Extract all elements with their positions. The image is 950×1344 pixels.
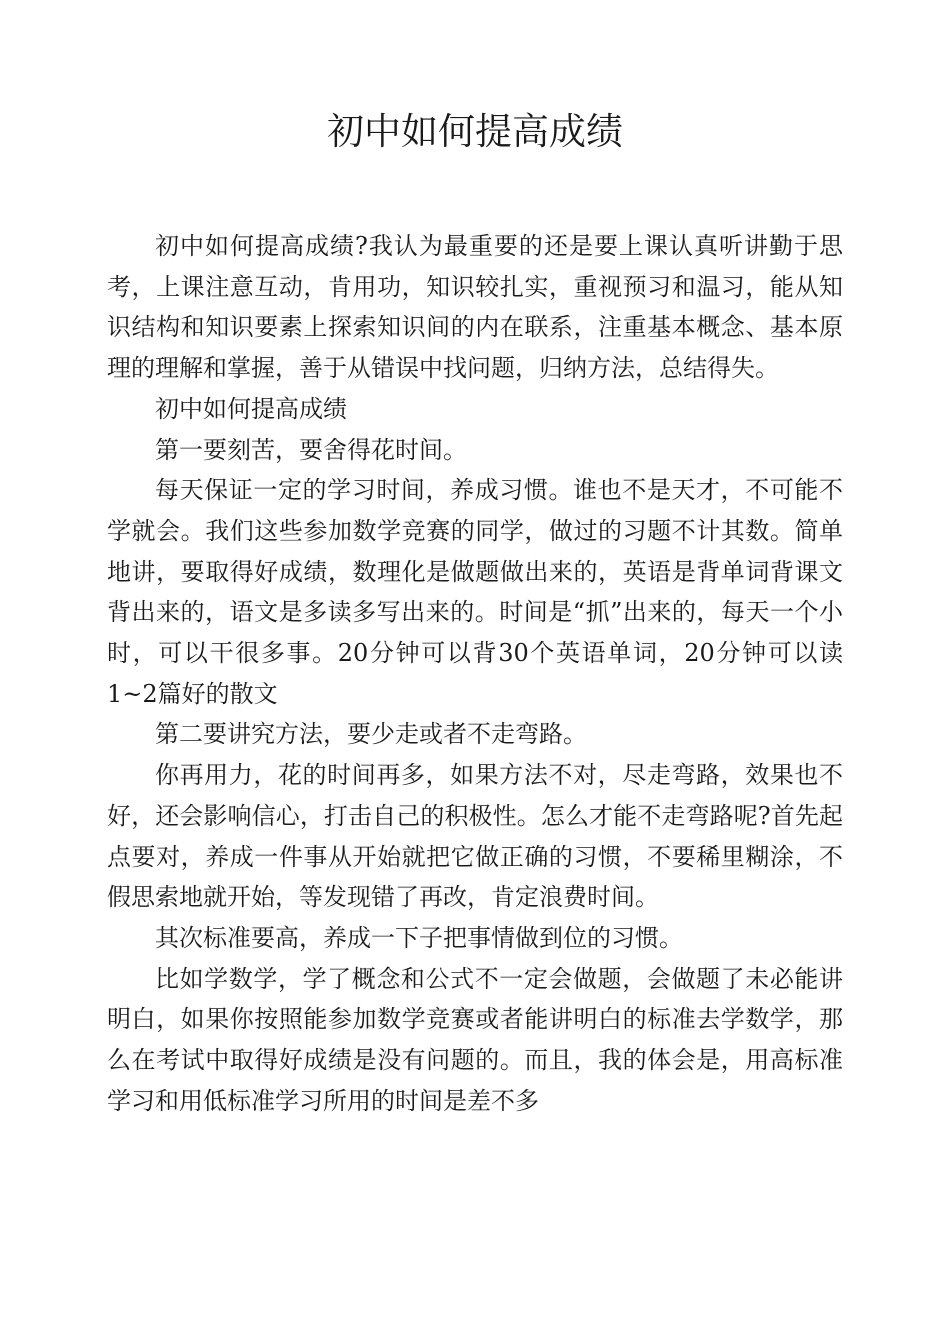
paragraph: 初中如何提高成绩?我认为最重要的还是要上课认真听讲勤于思考，上课注意互动，肯用功，知识较扎实，重视预习和温习，能从知识结构和知识要素上探索知识间的内在联系，注重基本概念、基本原理的理解和掌握，善于从错误中找问题，归纳方法，总结得失。 bbox=[107, 232, 843, 383]
document-title: 初中如何提高成绩 bbox=[327, 110, 623, 153]
document-body bbox=[107, 226, 843, 1121]
paragraph: 其次标准要高，养成一下子把事情做到位的习惯。 bbox=[155, 923, 683, 952]
paragraph: 初中如何提高成绩 bbox=[155, 394, 347, 423]
paragraph: 你再用力，花的时间再多，如果方法不对，尽走弯路，效果也不好，还会影响信心，打击自己的积极性。怎么才能不走弯路呢?首先起点要对，养成一件事从开始就把它做正确的习惯，不要稀里糊涂，不假思索地就开始，等发现错了再改，肯定浪费时间。 bbox=[107, 761, 843, 912]
paragraph: 第二要讲究方法，要少走或者不走弯路。 bbox=[155, 720, 587, 749]
paragraph: 比如学数学，学了概念和公式不一定会做题，会做题了未必能讲明白，如果你按照能参加数学竞赛或者能讲明白的标准去学数学，那么在考试中取得好成绩是没有问题的。而且，我的体会是，用高标准学习和用低标准学习所用的时间是差不多 bbox=[107, 964, 843, 1115]
paragraph: 第一要刻苦，要舍得花时间。 bbox=[155, 435, 467, 464]
paragraph: 每天保证一定的学习时间，养成习惯。谁也不是天才，不可能不学就会。我们这些参加数学竞赛的同学，做过的习题不计其数。简单地讲，要取得好成绩，数理化是做题做出来的，英语是背单词背课文背出来的，语文是多读多写出来的。时间是“抓”出来的，每天一个小时，可以干很多事。20分钟可以背30个英语单词，20分钟可以读1~2篇好的散文 bbox=[107, 476, 843, 708]
